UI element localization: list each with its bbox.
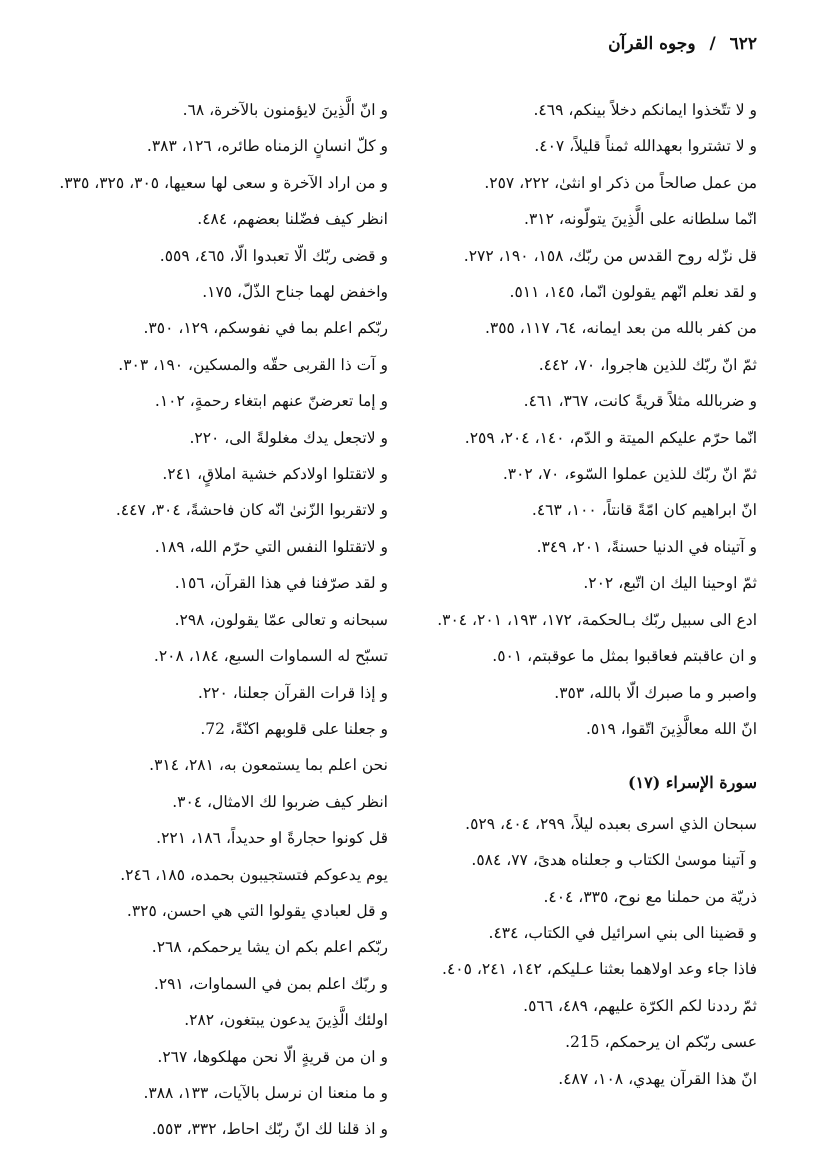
index-entry: ثمّ انّ ربّك للذين هاجروا، ٧٠، ٤٤٢. xyxy=(538,355,757,374)
index-entry: انّما حرّم عليكم الميتة و الدّم، ١٤٠، ٢٠٤، ٢٥٩. xyxy=(464,428,757,447)
index-entry: و كلّ انسانٍ الزمناه طائره، ١٢٦، ٣٨٣. xyxy=(146,137,388,156)
index-entry: و من اراد الآخرة و سعى لها سعيها، ٣٠٥، ٣٢٥، ٣٣٥. xyxy=(59,173,388,192)
index-entry: ثمّ انّ ربّك للذين عملوا السّوء، ٧٠، ٣٠٢. xyxy=(502,465,757,484)
left-column xyxy=(43,92,388,1148)
index-entry: و ان من قريةٍ الّا نحن مهلكوها، ٢٦٧. xyxy=(157,1047,388,1066)
index-entry: و إذا قرات القرآن جعلنا، ٢٢٠. xyxy=(197,683,388,702)
index-entry: ثمّ اوحينا اليك ان اتّبع، ٢٠٢. xyxy=(583,574,757,593)
index-entry: عسى ربّكم ان يرحمكم، 215. xyxy=(565,1033,757,1052)
header-separator: / xyxy=(709,34,716,54)
index-entry: و ضربالله مثلاً قريةً كانت، ٣٦٧، ٤٦١. xyxy=(523,392,757,411)
index-entry: و لاتقتلوا اولادكم خشية املاقٍ، ٢٤١. xyxy=(162,465,388,484)
index-entry: و جعلنا على قلوبهم اكنّةً، 72. xyxy=(200,719,388,738)
index-entry: و قضى ربّك الّا تعبدوا الّا، ٤٦٥، ٥٥٩. xyxy=(159,246,388,265)
section-heading: سورة الإسراء (١٧) xyxy=(627,773,757,793)
index-entry: اولئك الَّذِينَ يدعون يبتغون، ٢٨٢. xyxy=(184,1011,388,1030)
index-entry: و آتينا موسىٰ الكتاب و جعلناه هدىً، ٧٧، ٥٨٤. xyxy=(471,851,757,870)
index-entry: من كفر بالله من بعد ايمانه، ٦٤، ١١٧، ٣٥٥. xyxy=(484,319,757,338)
index-entry: و آتيناه في الدنيا حسنةً، ٢٠١، ٣٤٩. xyxy=(536,537,757,556)
index-entry: ربّكم اعلم بكم ان يشا يرحمكم، ٢٦٨. xyxy=(151,938,388,957)
index-entry: و لاتجعل يدك مغلولةً الى، ٢٢٠. xyxy=(189,428,388,447)
index-entry: سبحانه و تعالى عمّا يقولون، ٢٩٨. xyxy=(174,610,388,629)
index-entry: من عمل صالحاً من ذكر او انثىٰ، ٢٢٢، ٢٥٧. xyxy=(484,173,757,192)
page-header xyxy=(64,34,757,54)
book-title: وجوه القرآن xyxy=(608,34,696,54)
index-entry: و ما منعنا ان نرسل بالآيات، ١٣٣، ٣٨٨. xyxy=(143,1083,388,1102)
index-entry: انّما سلطانه على الَّذِينَ يتولّونه، ٣١٢. xyxy=(524,210,757,229)
index-entry: انّ ابراهيم كان امّةً قانتاً، ١٠٠، ٤٦٣. xyxy=(531,501,757,520)
index-entry: و قل لعبادي يقولوا التي هي احسن، ٣٢٥. xyxy=(126,901,388,920)
index-entry: نحن اعلم بما يستمعون به، ٢٨١، ٣١٤. xyxy=(149,756,388,775)
index-entry: ادع الى سبيل ربّك بـالحكمة، ١٧٢، ١٩٣، ٢٠١، ٣٠٤. xyxy=(437,610,757,629)
index-entry: انّ الله معالَّذِينَ اتّقوا، ٥١٩. xyxy=(585,719,757,738)
index-entry: و ان عاقبتم فعاقبوا بمثل ما عوقبتم، ٥٠١. xyxy=(492,647,757,666)
index-entry: و اذ قلنا لك انّ ربّك احاط، ٣٣٢، ٥٥٣. xyxy=(151,1120,388,1139)
index-entry: سبحان الذي اسرى بعبده ليلاً، ٢٩٩، ٤٠٤، ٥٢٩. xyxy=(465,814,757,833)
index-entry: قل نزّله روح القدس من ربّك، ١٥٨، ١٩٠، ٢٧٢. xyxy=(463,246,757,265)
index-entry: و لا تتّخذوا ايمانكم دخلاً بينكم، ٤٦٩. xyxy=(533,101,757,119)
index-entry: تسبّح له السماوات السبع، ١٨٤، ٢٠٨. xyxy=(153,647,388,666)
index-entry: انظر كيف ضربوا لك الامثال، ٣٠٤. xyxy=(172,792,388,811)
index-entry: و لا تشتروا بعهدالله ثمناً قليلاً، ٤٠٧. xyxy=(534,137,757,156)
index-entry: و لاتقتلوا النفس التي حرّم الله، ١٨٩. xyxy=(154,537,388,556)
index-entry: انظر كيف فضّلنا بعضهم، ٤٨٤. xyxy=(197,210,388,229)
page-number: ٦٢٢ xyxy=(729,34,757,54)
index-entry: و لقد نعلم انّهم يقولون انّما، ١٤٥، ٥١١. xyxy=(509,283,757,302)
right-column xyxy=(399,92,757,1097)
index-entry: و لاتقربوا الزّنىٰ انّه كان فاحشةً، ٣٠٤، ٤٤٧. xyxy=(115,501,388,520)
index-entry: و لقد صرّفنا في هذا القرآن، ١٥٦. xyxy=(174,574,388,593)
index-entry: ذريّة من حملنا مع نوح، ٣٣٥، ٤٠٤. xyxy=(543,887,757,906)
index-entry: و آت ذا القربى حقّه والمسكين، ١٩٠، ٣٠٣. xyxy=(118,355,388,374)
index-entry: قل كونوا حجارةً او حديداً، ١٨٦، ٢٢١. xyxy=(156,829,388,848)
index-entry: ربّكم اعلم بما في نفوسكم، ١٢٩، ٣٥٠. xyxy=(143,319,388,338)
index-entry: و إما تعرضنّ عنهم ابتغاء رحمةٍ، ١٠٢. xyxy=(154,392,388,411)
index-entry: و قضينا الى بني اسرائيل في الكتاب، ٤٣٤. xyxy=(488,923,757,942)
index-entry: و انّ الَّذِينَ لايؤمنون بالآخرة، ٦٨. xyxy=(182,101,388,119)
index-entry: و ربّك اعلم بمن في السماوات، ٢٩١. xyxy=(153,974,388,993)
index-entry: واخفض لهما جناح الذّلّ، ١٧٥. xyxy=(202,283,388,302)
index-entry: انّ هذا القرآن يهدي، ١٠٨، ٤٨٧. xyxy=(558,1069,757,1088)
index-entry: يوم يدعوكم فتستجيبون بحمده، ١٨٥، ٢٤٦. xyxy=(120,865,388,884)
index-entry: ثمّ رددنا لكم الكرّة عليهم، ٤٨٩، ٥٦٦. xyxy=(523,996,757,1015)
index-entry: واصبر و ما صبرك الّا بالله، ٣٥٣. xyxy=(554,683,757,702)
index-entry: فاذا جاء وعد اولاهما بعثنا عـليكم، ١٤٢، ٢٤١، ٤٠٥. xyxy=(442,960,757,979)
